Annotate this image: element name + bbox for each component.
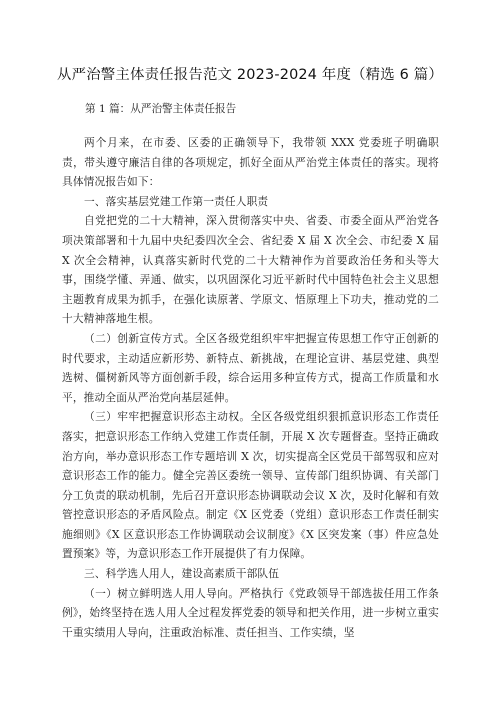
- intro-paragraph: 两个月来，在市委、区委的正确领导下，我带领 XXX 党委班子明确职责，带头遵守廉洁自律的各项规定，抓好全面从严治党主体责任的落实。现将具体情况报告如下：: [62, 136, 439, 189]
- body-paragraph: （三）牢牢把握意识形态主动权。全区各级党组织狠抓意识形态工作责任落实，把意识形态工作纳入党建工作责任制，开展 X 次专题督查。坚持正确政治方向，举办意识形态工作专题培训 X 次，切实提高全区党员干部驾驭和应对意识形态工作的能力。健全完善区委统一领导、宣传部门组织协调、有关部门分工负责的联动机制，先后召开意识形态协调联动会议 X 次，及时化解和有效管控意识形态的矛盾风险点。制定《X 区党委（党组）意识形态工作责任制实施细则》《X 区意识形态工作协调联动会议制度》《X 区突发案（事）件应急处置预案》等，为意识形态工作开展提供了有力保障。: [62, 410, 439, 561]
- body-paragraph: （一）树立鲜明选人用人导向。严格执行《党政领导干部选拔任用工作条例》，始终坚持在选人用人全过程发挥党委的领导和把关作用，进一步树立重实干重实绩用人导向，注重政治标准、责任担当、工作实绩，坚: [62, 586, 439, 639]
- body-paragraph: 自党把党的二十大精神，深入贯彻落实中央、省委、市委全面从严治党各项决策部署和十九届中央纪委四次全会、省纪委 X 届 X 次全会、市纪委 X 届 X 次全会精神，认真落实新时代党的二十大精神作为首要政治任务和头等大事，围绕学懂、弄通、做实，以巩固深化习近平新时代中国特色社会主义思想主题教育成果为抓手，在强化读原著、学原文、悟原理上下功夫，推动党的二十大精神落地生根。: [62, 214, 439, 326]
- document-body: [62, 133, 439, 642]
- body-paragraph: （二）创新宣传方式。全区各级党组织牢牢把握宣传思想工作守正创新的时代要求，主动适应新形势、新特点、新挑战，在理论宣讲、基层党建、典型选树、僵树新风等方面创新手段，综合运用多种宣传方式，提高工作质量和水平，推动全面从严治党向基层延伸。: [62, 331, 439, 404]
- chapter-heading: 第 1 篇：从严治警主体责任报告: [85, 103, 237, 115]
- section-heading-1: 一、落实基层党建工作第一责任人职责: [84, 194, 269, 208]
- section-heading-3: 三、科学选人用人，建设高素质干部队伍: [84, 567, 280, 581]
- document-title: 从严治警主体责任报告范文 2023-2024 年度（精选 6 篇）: [57, 67, 443, 83]
